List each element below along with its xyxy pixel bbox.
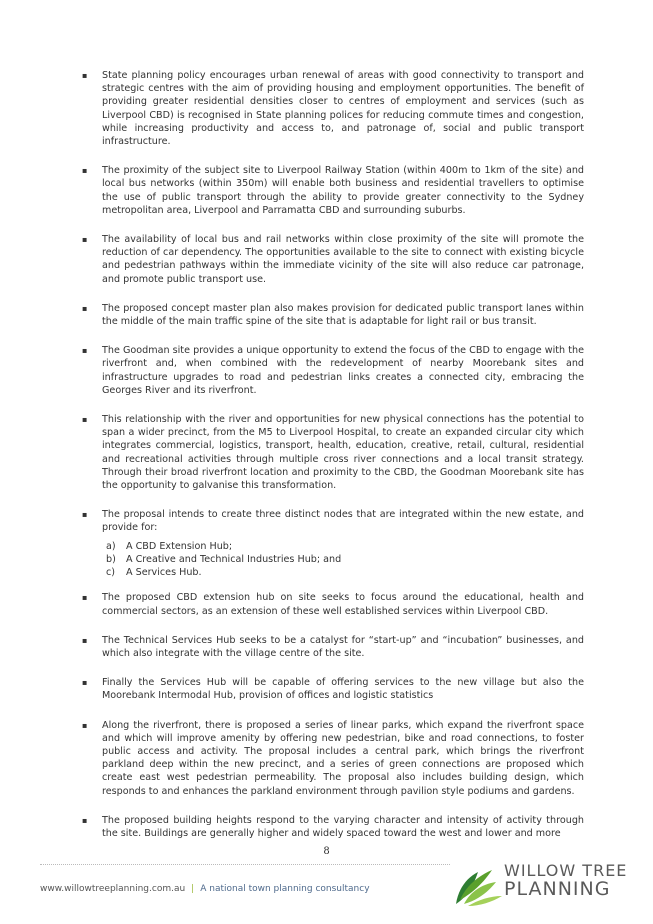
bullet-paragraph	[82, 344, 584, 397]
logo-wordmark	[504, 862, 627, 898]
bullet-paragraph	[82, 413, 584, 492]
list-item-text: A Creative and Technical Industries Hub; and	[126, 553, 342, 565]
bullet-marker: ▪	[82, 71, 88, 80]
bullet-paragraph	[82, 719, 584, 798]
body-content	[82, 69, 584, 856]
bullet-text: The proposed building heights respond to the varying character and intensity of activity through the site. Buildings are generally higher and widely spaced toward the west and lower and more	[102, 814, 584, 839]
footer-separator: |	[191, 884, 195, 894]
bullet-text: State planning policy encourages urban renewal of areas with good connectivity to transport and strategic centres with the aim of providing housing and employment opportunities. The benefit of providing greater residential densities closer to centres of employment and services (such as Liverpool CBD) is recognised in State planning polices for reducing commute times and congestion, while increasing productivity and access to, and patronage of, social and public transport infrastructure.	[102, 70, 584, 148]
list-item	[102, 566, 584, 579]
bullet-text: The proposed concept master plan also makes provision for dedicated public transport lanes within the middle of the main traffic spine of the site that is adaptable for light rail or bus transit.	[102, 302, 584, 328]
bullet-paragraph	[82, 814, 584, 840]
bullet-text: This relationship with the river and opportunities for new physical connections has the potential to span a wider precinct, from the M5 to Liverpool Hospital, to create an expanded circular city which integrates commercial, logistics, transport, health, education, creative, retail, cultural, residential and recreational activities through multiple cross river connections and a local transit strategy. Through their broad riverfront location and proximity to the CBD, the Goodman Moorebank site has the opportunity to galvanise this transformation.	[102, 414, 584, 492]
logo-line-1: WILLOW TREE	[504, 861, 628, 880]
list-item	[102, 540, 584, 553]
bullet-text: The proposed CBD extension hub on site seeks to focus around the educational, health and commercial sectors, as an extension of these well established services within Liverpool CBD.	[102, 592, 584, 617]
bullet-marker: ▪	[82, 415, 88, 425]
list-item	[102, 553, 584, 566]
bullet-marker: ▪	[82, 303, 88, 313]
bullet-marker: ▪	[82, 635, 88, 645]
bullet-paragraph	[82, 69, 584, 148]
bullet-text: The availability of local bus and rail networks within close proximity of the site will promote the reduction of car dependency. The opportunities available to the site to connect with existing bicycle and pedestrian pathways within the immediate vicinity of the site will also reduce car patronage, and promote public transport use.	[102, 234, 584, 285]
logo-line-2: PLANNING	[504, 878, 611, 900]
bullet-marker: ▪	[82, 235, 88, 245]
footer	[40, 884, 370, 894]
bullet-paragraph	[82, 302, 584, 328]
bullet-text: Along the riverfront, there is proposed a series of linear parks, which expand the riverfront space and which will improve amenity by offering new pedestrian, bike and road connections, to foster public access and activity. The proposal includes a central park, which brings the riverfront parkland deep within the new precinct, and a series of green connections are proposed which create east west pedestrian permeability. The proposal also includes building design, which responds to and enhances the parkland environment through pavilion style podiums and gardens.	[102, 719, 584, 797]
footer-website-link[interactable]: www.willowtreeplanning.com.au	[40, 884, 186, 894]
bullet-paragraph	[82, 164, 584, 217]
bullet-marker: ▪	[82, 678, 88, 688]
tree-leaf-icon	[456, 870, 502, 906]
list-item-text: A Services Hub.	[126, 567, 202, 579]
bullet-marker: ▪	[82, 593, 88, 603]
bullet-marker: ▪	[82, 815, 88, 825]
bullet-paragraph	[82, 233, 584, 286]
nodes-list	[102, 540, 584, 580]
bullet-marker: ▪	[82, 166, 88, 176]
bullet-marker: ▪	[82, 346, 88, 356]
bullet-paragraph	[82, 508, 584, 534]
bullet-marker: ▪	[82, 510, 88, 520]
bullet-marker: ▪	[82, 720, 88, 730]
bullet-text: The Goodman site provides a unique opportunity to extend the focus of the CBD to engage with the riverfront and, when combined with the redevelopment of nearby Moorebank sites and infrastructure upgrades to road and pedestrian links creates a connected city, embracing the Georges River and its riverfront.	[102, 345, 584, 396]
list-item-label: c)	[106, 567, 116, 579]
list-item-label: b)	[106, 553, 116, 565]
bullet-text: Finally the Services Hub will be capable of offering services to the new village but also the Moorebank Intermodal Hub, provision of offices and logistic statistics	[102, 677, 584, 702]
footer-tagline: A national town planning consultancy	[200, 884, 370, 894]
bullet-text: The proximity of the subject site to Liverpool Railway Station (within 400m to 1km of the site) and local bus networks (within 350m) will enable both business and residential travellers to optimise the use of public transport through the ability to provide greater connectivity to the Sydney metropolitan area, Liverpool and Parramatta CBD and surrounding suburbs.	[102, 165, 584, 216]
list-item-text: A CBD Extension Hub;	[126, 540, 233, 552]
bullet-text: The proposal intends to create three distinct nodes that are integrated within the new estate, and provide for:	[102, 509, 584, 534]
footer-divider	[40, 864, 450, 865]
bullet-paragraph	[82, 591, 584, 617]
bullet-paragraph	[82, 634, 584, 660]
page-number: 8	[323, 846, 330, 857]
bullet-text: The Technical Services Hub seeks to be a catalyst for “start-up” and “incubation” businesses, and which also integrate with the village centre of the site.	[102, 634, 584, 659]
list-item-label: a)	[106, 540, 116, 552]
bullet-paragraph	[82, 676, 584, 702]
